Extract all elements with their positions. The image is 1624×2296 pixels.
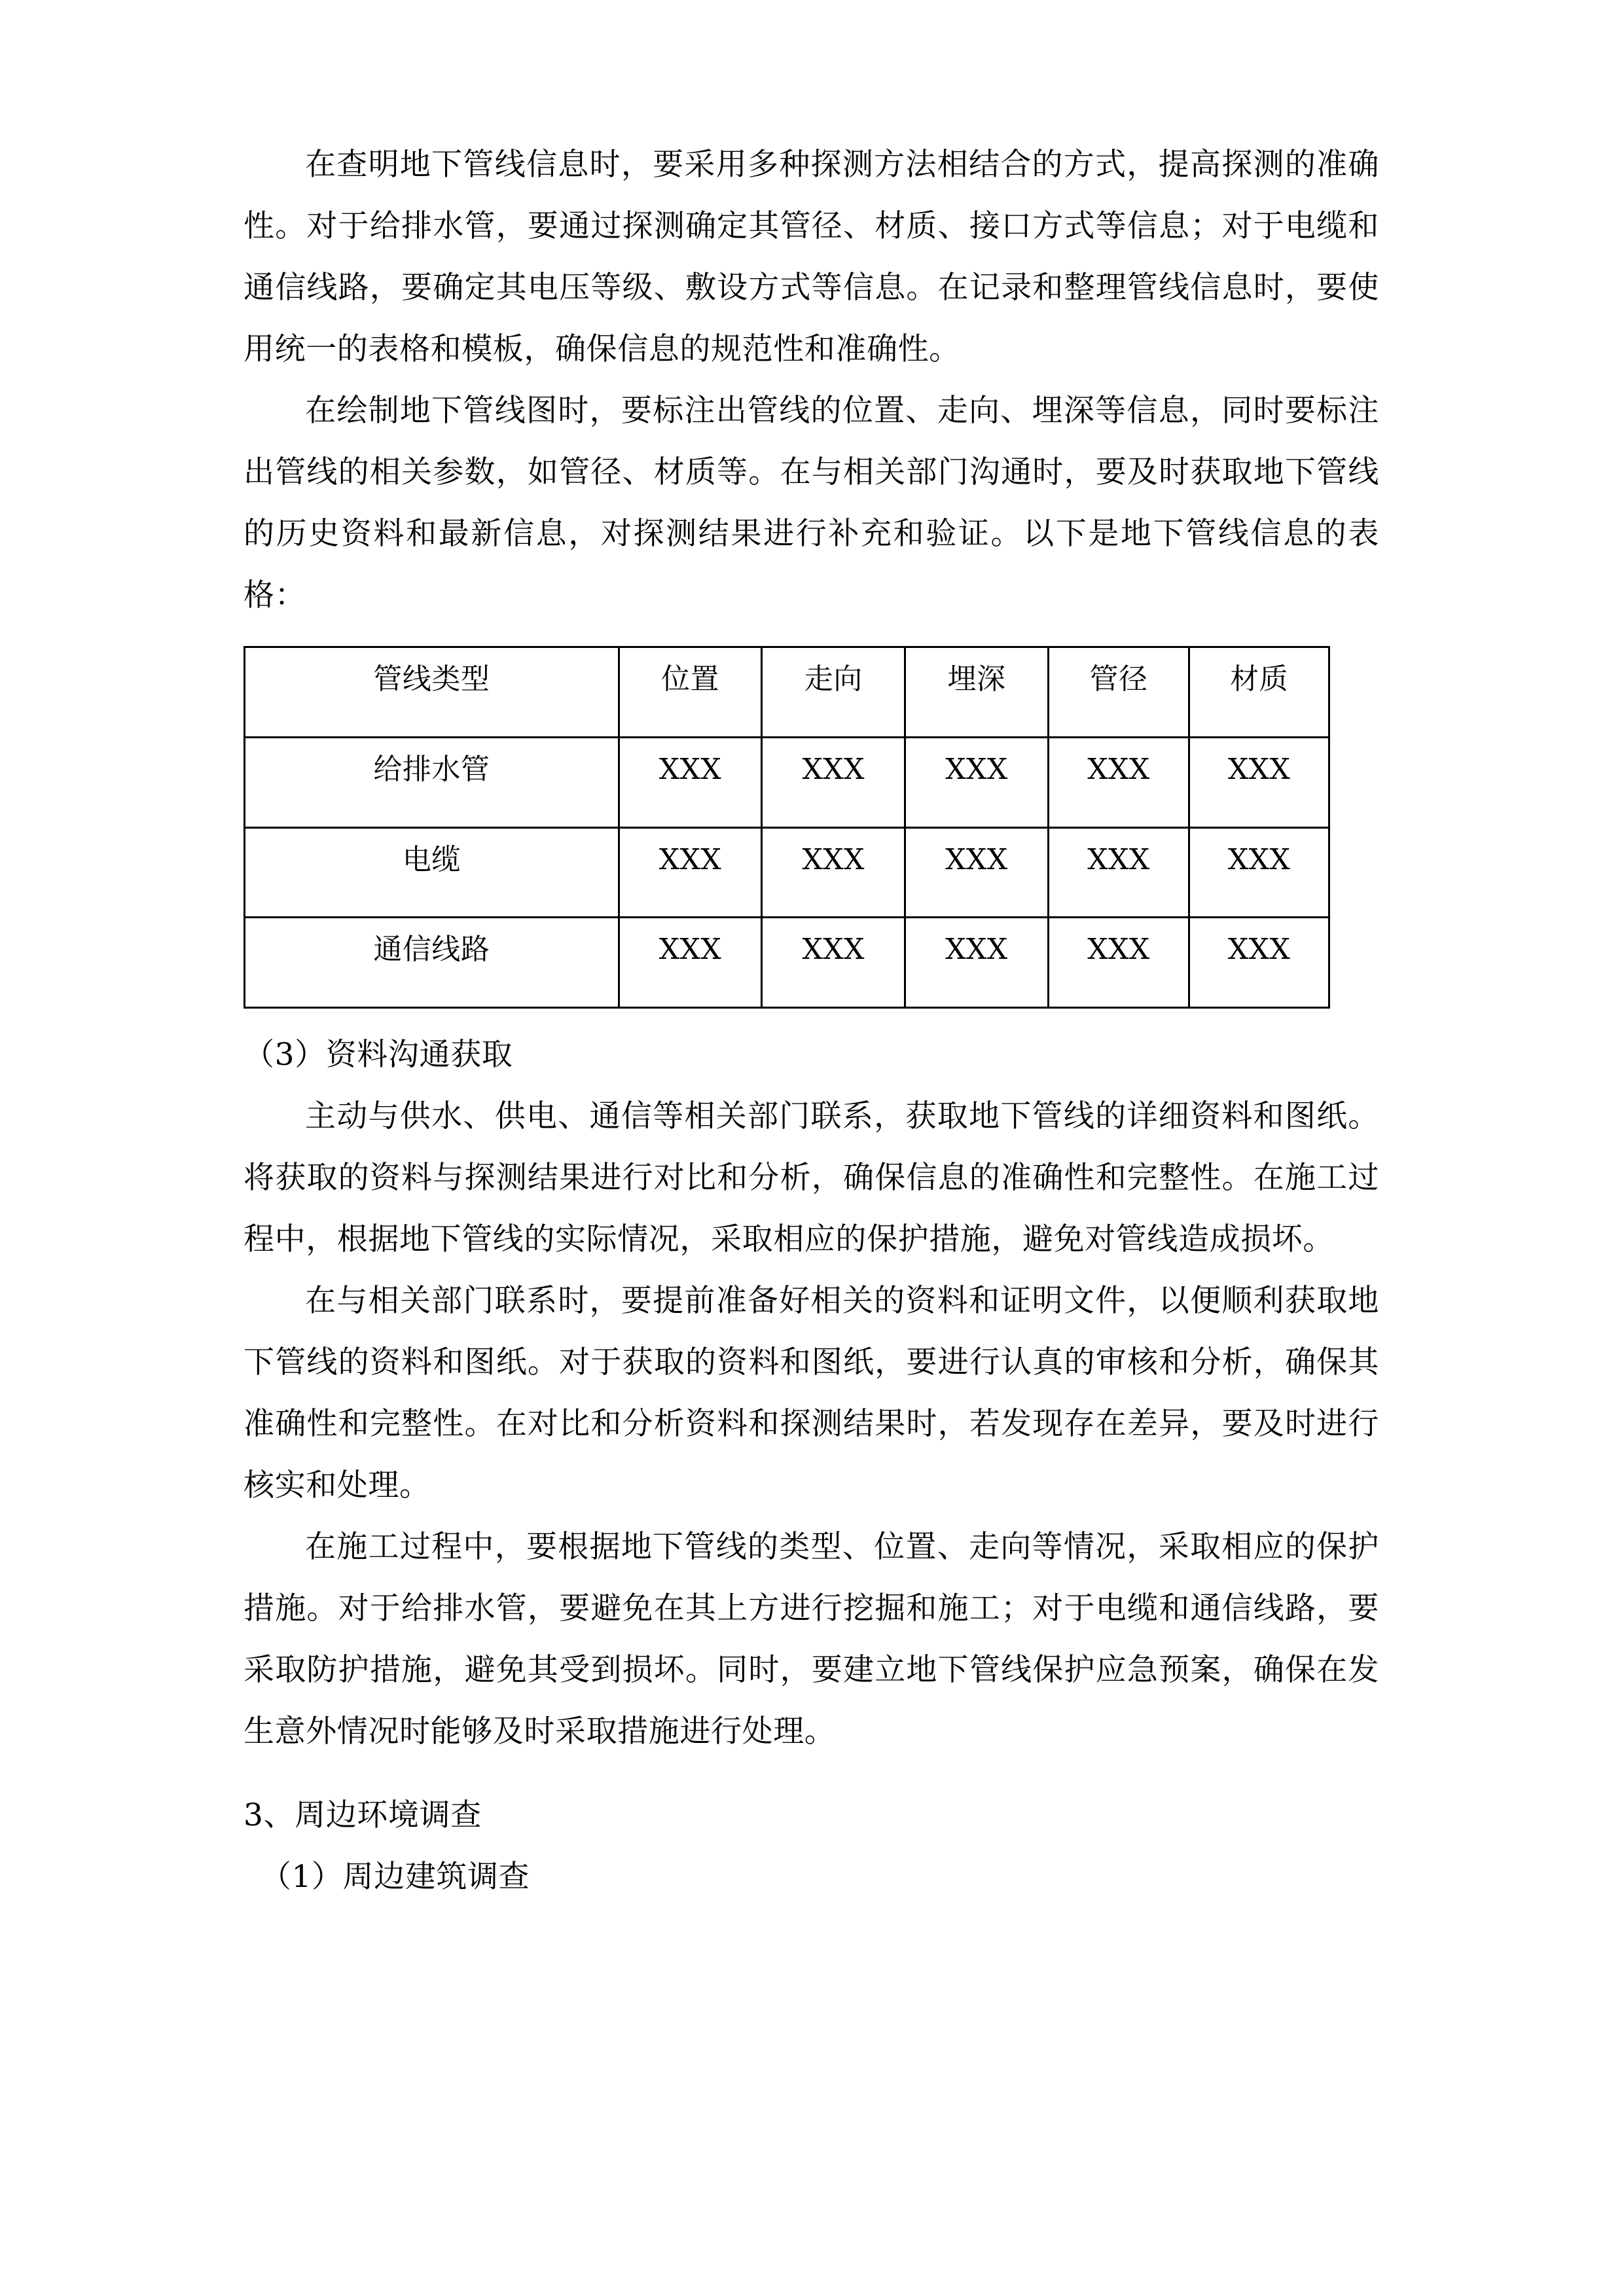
table-cell-depth: XXX	[905, 827, 1049, 918]
document-content	[244, 134, 1379, 1908]
heading-data-communication-acquisition: （3）资料沟通获取	[244, 1037, 513, 1073]
table-header-cell-diameter: 管径	[1048, 647, 1189, 738]
underground-pipeline-table	[244, 646, 1330, 1009]
table-cell-depth: XXX	[905, 918, 1049, 1008]
heading-surrounding-environment-survey: 3、周边环境调查	[244, 1797, 482, 1834]
table-header-cell-direction: 走向	[762, 647, 905, 738]
section-spacer	[244, 1763, 1379, 1785]
table-cell-direction: XXX	[762, 737, 905, 827]
table-header-cell-material: 材质	[1189, 647, 1329, 738]
table-header-cell-type: 管线类型	[245, 647, 619, 738]
table-cell-position: XXX	[619, 918, 762, 1008]
paragraph-2: 在绘制地下管线图时，要标注出管线的位置、走向、埋深等信息，同时要标注出管线的相关参数，如管径、材质等。在与相关部门沟通时，要及时获取地下管线的历史资料和最新信息，对探测结果进行补充和验证。以下是地下管线信息的表格：	[244, 393, 1379, 613]
table-cell-position: XXX	[619, 737, 762, 827]
table-row	[245, 737, 1329, 827]
table-cell-type: 通信线路	[245, 918, 619, 1008]
table-header-row	[245, 647, 1329, 738]
table-cell-diameter: XXX	[1048, 827, 1189, 918]
table-cell-diameter: XXX	[1048, 737, 1189, 827]
table-cell-type: 电缆	[245, 827, 619, 918]
table-row	[245, 918, 1329, 1008]
paragraph-4: 在与相关部门联系时，要提前准备好相关的资料和证明文件，以便顺利获取地下管线的资料和图纸。对于获取的资料和图纸，要进行认真的审核和分析，确保其准确性和完整性。在对比和分析资料和探测结果时，若发现存在差异，要及时进行核实和处理。	[244, 1283, 1379, 1504]
table-cell-material: XXX	[1189, 827, 1329, 918]
table-cell-material: XXX	[1189, 737, 1329, 827]
table-cell-direction: XXX	[762, 918, 905, 1008]
paragraph-3: 主动与供水、供电、通信等相关部门联系，获取地下管线的详细资料和图纸。将获取的资料与探测结果进行对比和分析，确保信息的准确性和完整性。在施工过程中，根据地下管线的实际情况，采取相应的保护措施，避免对管线造成损坏。	[244, 1098, 1379, 1258]
paragraph-1: 在查明地下管线信息时，要采用多种探测方法相结合的方式，提高探测的准确性。对于给排水管，要通过探测确定其管径、材质、接口方式等信息；对于电缆和通信线路，要确定其电压等级、敷设方式等信息。在记录和整理管线信息时，要使用统一的表格和模板，确保信息的规范性和准确性。	[244, 147, 1379, 367]
paragraph-5: 在施工过程中，要根据地下管线的类型、位置、走向等情况，采取相应的保护措施。对于给排水管，要避免在其上方进行挖掘和施工；对于电缆和通信线路，要采取防护措施，避免其受到损坏。同时，要建立地下管线保护应急预案，确保在发生意外情况时能够及时采取措施进行处理。	[244, 1529, 1379, 1750]
table-cell-diameter: XXX	[1048, 918, 1189, 1008]
table-cell-type: 给排水管	[245, 737, 619, 827]
table-cell-depth: XXX	[905, 737, 1049, 827]
table-header-cell-position: 位置	[619, 647, 762, 738]
table-cell-direction: XXX	[762, 827, 905, 918]
table-cell-position: XXX	[619, 827, 762, 918]
heading-surrounding-building-survey: （1）周边建筑调查	[260, 1859, 530, 1895]
table-cell-material: XXX	[1189, 918, 1329, 1008]
table-header-cell-depth: 埋深	[905, 647, 1049, 738]
table-row	[245, 827, 1329, 918]
